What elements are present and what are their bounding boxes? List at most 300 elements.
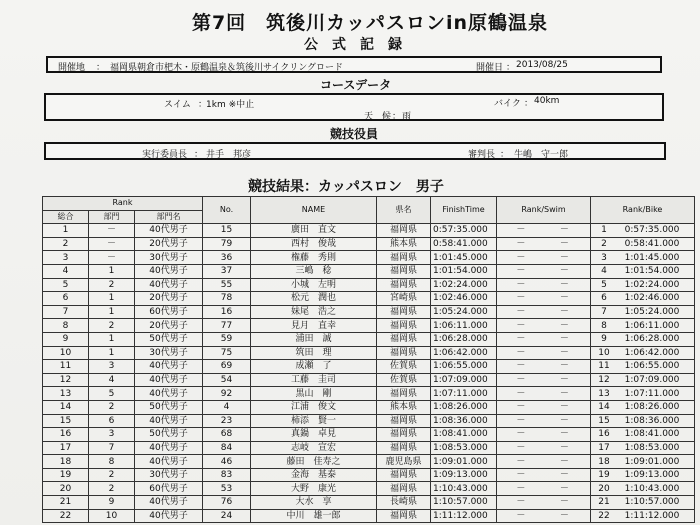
swim-rank-cell bbox=[497, 319, 591, 333]
finish-time-cell: 1:06:11.000 bbox=[431, 319, 497, 333]
bike-rank-value: 10 bbox=[598, 347, 610, 358]
swim-rank-cell bbox=[497, 414, 591, 428]
swim-rank-value: － bbox=[516, 320, 526, 331]
bike-time-value: 1:02:24.000 bbox=[624, 279, 680, 290]
bike-rank-cell bbox=[591, 400, 695, 414]
division-name-cell: 40代男子 bbox=[135, 509, 203, 523]
venue-label: 開催地 bbox=[58, 63, 86, 73]
finish-time-cell: 1:09:13.000 bbox=[431, 468, 497, 482]
overall-rank-cell: 10 bbox=[43, 346, 89, 360]
swim-rank-value: － bbox=[516, 347, 526, 358]
athlete-name-cell: 工藤 圭司 bbox=[251, 373, 377, 387]
division-rank-cell: 8 bbox=[89, 455, 135, 469]
swim-rank-cell bbox=[497, 468, 591, 482]
bike-time-value: 1:10:43.000 bbox=[624, 483, 680, 494]
course-box: スイム ： 1km ※中止 バイク ： 40km 天 候 ： 雨 bbox=[44, 93, 664, 121]
prefecture-cell: 福岡県 bbox=[377, 387, 431, 401]
swim-rank-cell bbox=[497, 373, 591, 387]
finish-time-cell: 1:08:26.000 bbox=[431, 400, 497, 414]
swim-time-value: － bbox=[559, 429, 569, 440]
bib-number-cell: 4 bbox=[203, 400, 251, 414]
athlete-name-cell: 三嶋 稔 bbox=[251, 264, 377, 278]
bike-time-value: 1:08:36.000 bbox=[624, 415, 680, 426]
bib-number-cell: 23 bbox=[203, 414, 251, 428]
athlete-name-cell: 柿添 賢一 bbox=[251, 414, 377, 428]
swim-time-value: － bbox=[559, 307, 569, 318]
swim-rank-cell bbox=[497, 346, 591, 360]
athlete-name-cell: 志岐 宣宏 bbox=[251, 441, 377, 455]
bike-value: 40km bbox=[534, 96, 560, 106]
swim-rank-value: － bbox=[516, 279, 526, 290]
bike-time-value: 1:02:46.000 bbox=[624, 293, 680, 304]
bike-rank-cell bbox=[591, 468, 695, 482]
athlete-name-cell: 浦田 誠 bbox=[251, 332, 377, 346]
bike-time-value: 1:11:12.000 bbox=[624, 510, 680, 521]
bike-time-value: 1:06:42.000 bbox=[624, 347, 680, 358]
bike-rank-cell bbox=[591, 332, 695, 346]
swim-time-value: － bbox=[559, 402, 569, 413]
division-name-cell: 60代男子 bbox=[135, 482, 203, 496]
division-name-cell: 40代男子 bbox=[135, 414, 203, 428]
table-row bbox=[43, 509, 695, 523]
bike-time-value: 1:05:24.000 bbox=[624, 307, 680, 318]
bib-number-cell: 76 bbox=[203, 496, 251, 510]
athlete-name-cell: 金海 基泰 bbox=[251, 468, 377, 482]
bib-number-cell: 92 bbox=[203, 387, 251, 401]
finish-time-cell: 1:10:43.000 bbox=[431, 482, 497, 496]
division-name-header: 部門名 bbox=[135, 210, 203, 224]
division-rank-cell: 9 bbox=[89, 496, 135, 510]
bike-rank-value: 17 bbox=[598, 442, 610, 453]
bib-number-cell: 77 bbox=[203, 319, 251, 333]
finish-time-cell: 1:01:45.000 bbox=[431, 251, 497, 265]
swim-rank-cell bbox=[497, 455, 591, 469]
swim-rank-cell bbox=[497, 387, 591, 401]
swim-time-value: － bbox=[559, 239, 569, 250]
chair-label: 実行委員長 bbox=[142, 150, 188, 160]
overall-rank-cell: 2 bbox=[43, 237, 89, 251]
date-label: 開催日 bbox=[476, 63, 504, 73]
division-name-cell: 60代男子 bbox=[135, 305, 203, 319]
bike-rank-value: 14 bbox=[598, 402, 610, 413]
document-subtitle: 公式記録 bbox=[304, 37, 416, 53]
table-row bbox=[43, 224, 695, 238]
swim-rank-value: － bbox=[516, 402, 526, 413]
bike-time-value: 0:58:41.000 bbox=[624, 239, 680, 250]
table-row bbox=[43, 292, 695, 306]
athlete-name-cell: 中川 雄一郎 bbox=[251, 509, 377, 523]
finish-time-cell: 1:07:09.000 bbox=[431, 373, 497, 387]
division-name-cell: 40代男子 bbox=[135, 387, 203, 401]
bib-number-cell: 68 bbox=[203, 428, 251, 442]
prefecture-cell: 鹿児島県 bbox=[377, 455, 431, 469]
swim-time-value: － bbox=[559, 320, 569, 331]
swim-rank-cell bbox=[497, 237, 591, 251]
table-row bbox=[43, 496, 695, 510]
swim-rank-value: － bbox=[516, 429, 526, 440]
division-rank-cell: 4 bbox=[89, 373, 135, 387]
table-row bbox=[43, 278, 695, 292]
division-rank-cell: 1 bbox=[89, 346, 135, 360]
bike-rank-cell bbox=[591, 224, 695, 238]
swim-rank-cell bbox=[497, 400, 591, 414]
table-row bbox=[43, 414, 695, 428]
division-name-cell: 20代男子 bbox=[135, 292, 203, 306]
table-row bbox=[43, 360, 695, 374]
bib-number-cell: 83 bbox=[203, 468, 251, 482]
overall-header: 総合 bbox=[43, 210, 89, 224]
table-row bbox=[43, 332, 695, 346]
bike-rank-cell bbox=[591, 251, 695, 265]
bib-number-cell: 79 bbox=[203, 237, 251, 251]
finish-time-cell: 1:08:36.000 bbox=[431, 414, 497, 428]
athlete-name-cell: 権藤 秀則 bbox=[251, 251, 377, 265]
rank-group-header: Rank bbox=[43, 197, 203, 211]
prefecture-header: 県名 bbox=[377, 197, 431, 224]
prefecture-cell: 福岡県 bbox=[377, 305, 431, 319]
bike-time-value: 1:09:01.000 bbox=[624, 456, 680, 467]
overall-rank-cell: 16 bbox=[43, 428, 89, 442]
finish-time-cell: 1:08:53.000 bbox=[431, 441, 497, 455]
swim-rank-value: － bbox=[516, 334, 526, 345]
finish-time-cell: 1:07:11.000 bbox=[431, 387, 497, 401]
swim-rank-cell bbox=[497, 428, 591, 442]
swim-time-value: － bbox=[559, 442, 569, 453]
overall-rank-cell: 11 bbox=[43, 360, 89, 374]
bike-rank-cell bbox=[591, 292, 695, 306]
athlete-name-cell: 成瀬 了 bbox=[251, 360, 377, 374]
division-rank-cell: 1 bbox=[89, 264, 135, 278]
bike-rank-value: 4 bbox=[601, 266, 607, 277]
bike-rank-cell bbox=[591, 237, 695, 251]
overall-rank-cell: 8 bbox=[43, 319, 89, 333]
swim-time-value: － bbox=[559, 483, 569, 494]
finish-time-cell: 1:05:24.000 bbox=[431, 305, 497, 319]
prefecture-cell: 福岡県 bbox=[377, 428, 431, 442]
bike-rank-cell bbox=[591, 482, 695, 496]
athlete-name-cell: 筑田 理 bbox=[251, 346, 377, 360]
bike-rank-cell bbox=[591, 496, 695, 510]
bike-rank-value: 6 bbox=[601, 293, 607, 304]
bike-rank-cell bbox=[591, 319, 695, 333]
bib-number-cell: 36 bbox=[203, 251, 251, 265]
division-name-cell: 40代男子 bbox=[135, 224, 203, 238]
prefecture-cell: 熊本県 bbox=[377, 400, 431, 414]
division-rank-cell: 3 bbox=[89, 428, 135, 442]
bib-number-cell: 78 bbox=[203, 292, 251, 306]
overall-rank-cell: 15 bbox=[43, 414, 89, 428]
swim-rank-cell bbox=[497, 509, 591, 523]
table-row bbox=[43, 346, 695, 360]
division-name-cell: 50代男子 bbox=[135, 332, 203, 346]
table-row bbox=[43, 441, 695, 455]
swim-rank-value: － bbox=[516, 497, 526, 508]
swim-rank-value: － bbox=[516, 361, 526, 372]
bike-time-value: 1:08:41.000 bbox=[624, 429, 680, 440]
division-name-cell: 30代男子 bbox=[135, 346, 203, 360]
swim-rank-value: － bbox=[516, 239, 526, 250]
weather-label: 天 候 bbox=[364, 112, 392, 122]
division-rank-cell: 2 bbox=[89, 482, 135, 496]
table-row bbox=[43, 387, 695, 401]
bib-number-cell: 54 bbox=[203, 373, 251, 387]
bib-number-cell: 24 bbox=[203, 509, 251, 523]
prefecture-cell: 熊本県 bbox=[377, 237, 431, 251]
athlete-name-cell: 真鍋 卓見 bbox=[251, 428, 377, 442]
overall-rank-cell: 13 bbox=[43, 387, 89, 401]
prefecture-cell: 福岡県 bbox=[377, 224, 431, 238]
bike-rank-cell bbox=[591, 373, 695, 387]
swim-time-value: － bbox=[559, 415, 569, 426]
athlete-name-cell: 大水 享 bbox=[251, 496, 377, 510]
table-row bbox=[43, 319, 695, 333]
division-name-cell: 20代男子 bbox=[135, 319, 203, 333]
division-name-cell: 40代男子 bbox=[135, 496, 203, 510]
overall-rank-cell: 22 bbox=[43, 509, 89, 523]
finish-time-cell: 0:58:41.000 bbox=[431, 237, 497, 251]
overall-rank-cell: 4 bbox=[43, 264, 89, 278]
division-name-cell: 40代男子 bbox=[135, 360, 203, 374]
finish-time-cell: 1:06:55.000 bbox=[431, 360, 497, 374]
division-name-cell: 30代男子 bbox=[135, 251, 203, 265]
table-row bbox=[43, 455, 695, 469]
bib-number-cell: 37 bbox=[203, 264, 251, 278]
division-rank-cell: 7 bbox=[89, 441, 135, 455]
division-rank-cell: 2 bbox=[89, 319, 135, 333]
prefecture-cell: 佐賀県 bbox=[377, 360, 431, 374]
overall-rank-cell: 5 bbox=[43, 278, 89, 292]
bib-number-cell: 46 bbox=[203, 455, 251, 469]
division-rank-cell: － bbox=[89, 224, 135, 238]
bike-time-value: 1:07:11.000 bbox=[624, 388, 680, 399]
bike-time-value: 1:08:53.000 bbox=[624, 442, 680, 453]
prefecture-cell: 福岡県 bbox=[377, 346, 431, 360]
bike-rank-cell bbox=[591, 264, 695, 278]
overall-rank-cell: 7 bbox=[43, 305, 89, 319]
swim-rank-value: － bbox=[516, 388, 526, 399]
referee-value: 牛嶋 守一郎 bbox=[514, 150, 569, 160]
overall-rank-cell: 20 bbox=[43, 482, 89, 496]
finish-header: FinishTime bbox=[431, 197, 497, 224]
swim-rank-value: － bbox=[516, 293, 526, 304]
no-header: No. bbox=[203, 197, 251, 224]
overall-rank-cell: 12 bbox=[43, 373, 89, 387]
swim-time-value: － bbox=[559, 279, 569, 290]
swim-rank-value: － bbox=[516, 510, 526, 521]
bib-number-cell: 55 bbox=[203, 278, 251, 292]
athlete-name-cell: 西村 俊哉 bbox=[251, 237, 377, 251]
bib-number-cell: 75 bbox=[203, 346, 251, 360]
prefecture-cell: 福岡県 bbox=[377, 509, 431, 523]
swim-rank-cell bbox=[497, 251, 591, 265]
swim-time-value: － bbox=[559, 225, 569, 236]
division-rank-cell: 10 bbox=[89, 509, 135, 523]
prefecture-cell: 福岡県 bbox=[377, 319, 431, 333]
swim-time-value: － bbox=[559, 252, 569, 263]
prefecture-cell: 福岡県 bbox=[377, 468, 431, 482]
bike-rank-cell bbox=[591, 346, 695, 360]
swim-rank-cell bbox=[497, 332, 591, 346]
bike-rank-cell bbox=[591, 441, 695, 455]
bike-rank-cell bbox=[591, 455, 695, 469]
swim-rank-cell bbox=[497, 264, 591, 278]
division-name-cell: 40代男子 bbox=[135, 278, 203, 292]
athlete-name-cell: 妹尾 浩之 bbox=[251, 305, 377, 319]
table-row bbox=[43, 468, 695, 482]
bike-rank-cell bbox=[591, 428, 695, 442]
swim-rank-cell bbox=[497, 360, 591, 374]
results-body bbox=[43, 224, 695, 523]
officials-box: 実行委員長 ： 井手 邦彦 審判長 ： 牛嶋 守一郎 bbox=[44, 142, 666, 160]
bike-time-value: 1:06:28.000 bbox=[624, 334, 680, 345]
swim-rank-value: － bbox=[516, 252, 526, 263]
prefecture-cell: 宮崎県 bbox=[377, 292, 431, 306]
swim-rank-cell bbox=[497, 305, 591, 319]
swim-time-value: － bbox=[559, 388, 569, 399]
prefecture-cell: 福岡県 bbox=[377, 278, 431, 292]
table-row bbox=[43, 237, 695, 251]
bib-number-cell: 16 bbox=[203, 305, 251, 319]
swim-rank-value: － bbox=[516, 307, 526, 318]
table-row bbox=[43, 428, 695, 442]
swim-rank-value: － bbox=[516, 456, 526, 467]
division-rank-cell: 1 bbox=[89, 305, 135, 319]
header-row-1 bbox=[43, 197, 695, 211]
overall-rank-cell: 19 bbox=[43, 468, 89, 482]
division-rank-cell: 1 bbox=[89, 332, 135, 346]
swim-time-value: － bbox=[559, 470, 569, 481]
results-title: 競技結果：カッパスロン 男子 bbox=[248, 179, 444, 195]
bike-time-value: 1:06:55.000 bbox=[624, 361, 680, 372]
finish-time-cell: 0:57:35.000 bbox=[431, 224, 497, 238]
athlete-name-cell: 江浦 俊文 bbox=[251, 400, 377, 414]
finish-time-cell: 1:02:24.000 bbox=[431, 278, 497, 292]
swim-time-value: － bbox=[559, 334, 569, 345]
bike-rank-value: 8 bbox=[601, 320, 607, 331]
officials-section-title: 競技役員 bbox=[330, 127, 379, 141]
bike-time-value: 1:10:57.000 bbox=[624, 497, 680, 508]
prefecture-cell: 福岡県 bbox=[377, 251, 431, 265]
bib-number-cell: 69 bbox=[203, 360, 251, 374]
overall-rank-cell: 17 bbox=[43, 441, 89, 455]
swim-rank-cell bbox=[497, 482, 591, 496]
swim-time-value: － bbox=[559, 497, 569, 508]
bike-label: バイク bbox=[494, 99, 521, 109]
swim-rank-cell bbox=[497, 441, 591, 455]
chair-value: 井手 邦彦 bbox=[206, 150, 252, 160]
bike-rank-value: 21 bbox=[598, 497, 610, 508]
bike-rank-cell bbox=[591, 387, 695, 401]
bike-rank-value: 3 bbox=[601, 252, 607, 263]
date-value: 2013/08/25 bbox=[516, 60, 568, 70]
swim-time-value: － bbox=[559, 347, 569, 358]
swim-time-value: － bbox=[559, 293, 569, 304]
division-rank-cell: 2 bbox=[89, 278, 135, 292]
bib-number-cell: 59 bbox=[203, 332, 251, 346]
swim-time-value: － bbox=[559, 510, 569, 521]
division-rank-cell: － bbox=[89, 237, 135, 251]
overall-rank-cell: 14 bbox=[43, 400, 89, 414]
bike-rank-cell bbox=[591, 360, 695, 374]
finish-time-cell: 1:02:46.000 bbox=[431, 292, 497, 306]
division-header: 部門 bbox=[89, 210, 135, 224]
table-row bbox=[43, 400, 695, 414]
division-name-cell: 50代男子 bbox=[135, 400, 203, 414]
division-rank-cell: 2 bbox=[89, 468, 135, 482]
finish-time-cell: 1:08:41.000 bbox=[431, 428, 497, 442]
bike-rank-cell bbox=[591, 509, 695, 523]
athlete-name-cell: 廣田 直文 bbox=[251, 224, 377, 238]
document-title: 第7回 筑後川カッパスロンin原鶴温泉 bbox=[191, 12, 549, 34]
bike-time-value: 1:08:26.000 bbox=[624, 402, 680, 413]
finish-time-cell: 1:11:12.000 bbox=[431, 509, 497, 523]
bike-time-value: 1:01:45.000 bbox=[624, 252, 680, 263]
swim-time-value: － bbox=[559, 456, 569, 467]
event-info-box: 開催地 ： 福岡県朝倉市杷木・原鶴温泉＆筑後川サイクリングロード 開催日 ： 2013/08/25 bbox=[46, 56, 662, 73]
prefecture-cell: 福岡県 bbox=[377, 414, 431, 428]
swim-rank-value: － bbox=[516, 225, 526, 236]
weather-value: 雨 bbox=[402, 112, 412, 122]
prefecture-cell: 佐賀県 bbox=[377, 373, 431, 387]
prefecture-cell: 福岡県 bbox=[377, 482, 431, 496]
table-row bbox=[43, 373, 695, 387]
division-rank-cell: 6 bbox=[89, 414, 135, 428]
name-header: NAME bbox=[251, 197, 377, 224]
swim-time-value: － bbox=[559, 361, 569, 372]
bike-rank-value: 16 bbox=[598, 429, 610, 440]
division-rank-cell: 3 bbox=[89, 360, 135, 374]
swim-rank-cell bbox=[497, 496, 591, 510]
athlete-name-cell: 小城 左明 bbox=[251, 278, 377, 292]
bike-rank-value: 7 bbox=[601, 307, 607, 318]
bike-rank-value: 2 bbox=[601, 239, 607, 250]
overall-rank-cell: 6 bbox=[43, 292, 89, 306]
bike-time-value: 1:09:13.000 bbox=[624, 470, 680, 481]
bike-rank-value: 12 bbox=[598, 375, 610, 386]
swim-rank-value: － bbox=[516, 483, 526, 494]
overall-rank-cell: 3 bbox=[43, 251, 89, 265]
swim-label: スイム bbox=[164, 100, 191, 110]
division-name-cell: 40代男子 bbox=[135, 441, 203, 455]
overall-rank-cell: 18 bbox=[43, 455, 89, 469]
bike-rank-cell bbox=[591, 278, 695, 292]
swim-rank-cell bbox=[497, 278, 591, 292]
bib-number-cell: 15 bbox=[203, 224, 251, 238]
swim-rank-header: Rank/Swim bbox=[497, 197, 591, 224]
course-section-title: コースデータ bbox=[320, 78, 392, 92]
overall-rank-cell: 1 bbox=[43, 224, 89, 238]
finish-time-cell: 1:06:28.000 bbox=[431, 332, 497, 346]
referee-label: 審判長 bbox=[468, 150, 496, 160]
prefecture-cell: 福岡県 bbox=[377, 441, 431, 455]
results-table bbox=[42, 196, 695, 523]
athlete-name-cell: 藤田 佳寿之 bbox=[251, 455, 377, 469]
bike-rank-value: 15 bbox=[598, 415, 610, 426]
bike-time-value: 0:57:35.000 bbox=[624, 225, 680, 236]
overall-rank-cell: 21 bbox=[43, 496, 89, 510]
bike-rank-value: 20 bbox=[598, 483, 610, 494]
prefecture-cell: 福岡県 bbox=[377, 332, 431, 346]
venue-value: 福岡県朝倉市杷木・原鶴温泉＆筑後川サイクリングロード bbox=[110, 63, 344, 73]
bike-rank-value: 22 bbox=[598, 510, 610, 521]
bike-rank-value: 9 bbox=[601, 334, 607, 345]
bike-rank-value: 11 bbox=[598, 361, 610, 372]
swim-value: 1km ※中止 bbox=[206, 100, 255, 110]
bike-rank-value: 19 bbox=[598, 470, 610, 481]
swim-rank-value: － bbox=[516, 470, 526, 481]
bike-time-value: 1:07:09.000 bbox=[624, 375, 680, 386]
bib-number-cell: 53 bbox=[203, 482, 251, 496]
